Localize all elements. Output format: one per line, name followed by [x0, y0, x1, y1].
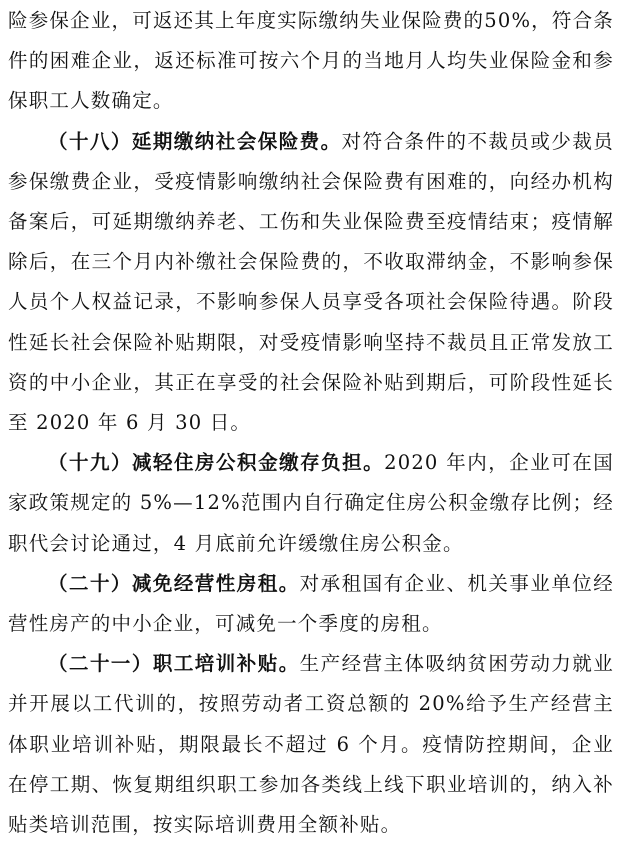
paragraph-21 — [8, 644, 614, 845]
paragraph-heading: （二十一）职工培训补贴。 — [48, 652, 300, 676]
paragraph-continued — [8, 1, 614, 122]
paragraph-text: 生产经营主体吸纳贫困劳动力就业并开展以工代训的，按照劳动者工资总额的 20%给予生产经营主体职业培训补贴，期限最长不超过 6 个月。疫情防控期间，企业在停工期、恢复期组织职工参加各类线上线下职业培训的，纳入补贴类培训范围，按实际培训费用全额补贴。 — [8, 652, 614, 837]
paragraph-20 — [8, 564, 614, 644]
paragraph-19 — [8, 443, 614, 564]
paragraph-heading: （十八）延期缴纳社会保险费。 — [48, 129, 342, 153]
document-page — [8, 0, 614, 845]
paragraph-text: 2020 年内，企业可在国家政策规定的 5%—12%范围内自行确定住房公积金缴存比例；经职代会讨论通过，4 月底前允许缓缴住房公积金。 — [8, 451, 614, 555]
paragraph-text: 对承租国有企业、机关事业单位经营性房产的中小企业，可减免一个季度的房租。 — [8, 571, 614, 636]
paragraph-text: 对符合条件的不裁员或少裁员参保缴费企业，受疫情影响缴纳社会保险费有困难的，向经办机构备案后，可延期缴纳养老、工伤和失业保险费至疫情结束；疫情解除后，在三个月内补缴社会保险费的，不收取滞纳金，不影响参保人员个人权益记录，不影响参保人员享受各项社会保险待遇。阶段性延长社会保险补贴期限，对受疫情影响坚持不裁员且正常发放工资的中小企业，其正在享受的社会保险补贴到期后，可阶段性延长至 2020 年 6 月 30 日。 — [8, 129, 614, 435]
paragraph-18 — [8, 122, 614, 444]
paragraph-heading: （二十）减免经营性房租。 — [48, 571, 300, 595]
paragraph-heading: （十九）减轻住房公积金缴存负担。 — [48, 451, 385, 475]
paragraph-text: 险参保企业，可返还其上年度实际缴纳失业保险费的50%，符合条件的困难企业，返还标准可按六个月的当地月人均失业保险金和参保职工人数确定。 — [8, 9, 614, 113]
